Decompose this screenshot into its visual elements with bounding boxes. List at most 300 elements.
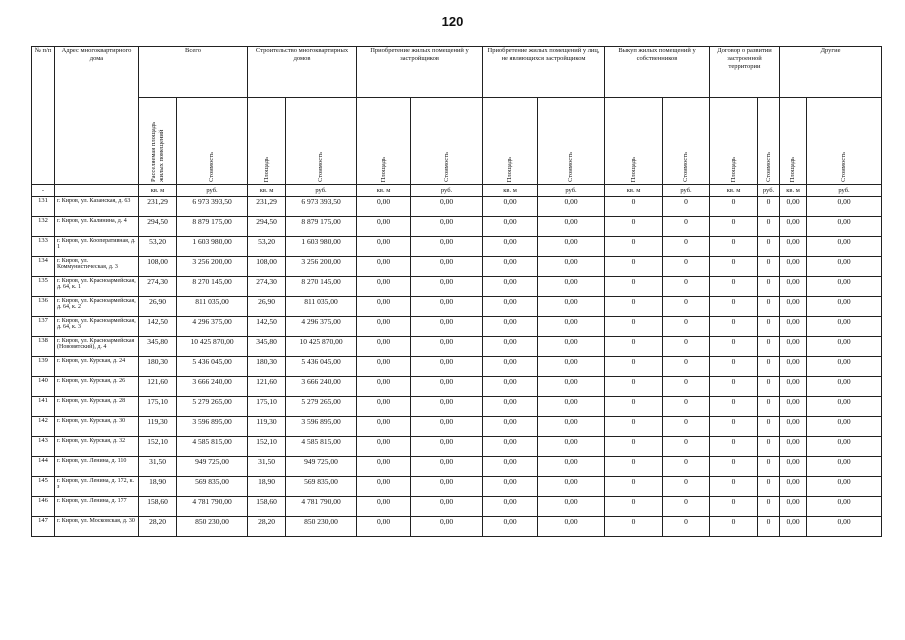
purchase-other-cost-cell: 0,00 xyxy=(538,217,605,237)
purchase-dev-area-cell: 0,00 xyxy=(357,417,411,437)
total-cost-cell: 4 781 790,00 xyxy=(177,497,248,517)
purchase-other-cost-cell: 0,00 xyxy=(538,497,605,517)
total-area-cell: 294,50 xyxy=(139,217,177,237)
agreement-area-cell: 0 xyxy=(710,317,758,337)
construction-cost-cell: 949 725,00 xyxy=(286,457,357,477)
table-row xyxy=(32,437,882,457)
construction-cost-cell: 8 270 145,00 xyxy=(286,277,357,297)
subheader-cost-label: Стоимость xyxy=(764,152,772,182)
purchase-other-cost-cell: 0,00 xyxy=(538,257,605,277)
table-row xyxy=(32,237,882,257)
other-area-cell: 0,00 xyxy=(780,397,807,417)
purchase-dev-area-cell: 0,00 xyxy=(357,297,411,317)
subheader-area xyxy=(605,98,663,185)
agreement-cost-cell: 0 xyxy=(758,237,780,257)
unit-rub: руб. xyxy=(177,185,248,197)
row-number: 135 xyxy=(32,277,55,297)
other-area-cell: 0,00 xyxy=(780,277,807,297)
purchase-dev-area-cell: 0,00 xyxy=(357,457,411,477)
row-number: 144 xyxy=(32,457,55,477)
buyout-cost-cell: 0 xyxy=(663,257,710,277)
buyout-area-cell: 0 xyxy=(605,337,663,357)
row-number: 133 xyxy=(32,237,55,257)
total-area-cell: 152,10 xyxy=(139,437,177,457)
other-area-cell: 0,00 xyxy=(780,357,807,377)
row-number: 146 xyxy=(32,497,55,517)
buyout-cost-cell: 0 xyxy=(663,417,710,437)
other-cost-cell: 0,00 xyxy=(807,517,882,537)
total-cost-cell: 8 879 175,00 xyxy=(177,217,248,237)
construction-cost-cell: 4 585 815,00 xyxy=(286,437,357,457)
other-cost-cell: 0,00 xyxy=(807,237,882,257)
table-row xyxy=(32,277,882,297)
buyout-area-cell: 0 xyxy=(605,297,663,317)
agreement-cost-cell: 0 xyxy=(758,517,780,537)
construction-area-cell: 231,29 xyxy=(248,197,286,217)
unit-rub: руб. xyxy=(411,185,483,197)
construction-area-cell: 108,00 xyxy=(248,257,286,277)
agreement-cost-cell: 0 xyxy=(758,337,780,357)
purchase-dev-area-cell: 0,00 xyxy=(357,317,411,337)
purchase-other-cost-cell: 0,00 xyxy=(538,297,605,317)
subheader-cost xyxy=(411,98,483,185)
other-area-cell: 0,00 xyxy=(780,297,807,317)
group-agreement-header: Договор о развитии застроенной территории xyxy=(710,47,780,98)
construction-area-cell: 152,10 xyxy=(248,437,286,457)
agreement-cost-cell: 0 xyxy=(758,317,780,337)
other-cost-cell: 0,00 xyxy=(807,497,882,517)
purchase-other-area-cell: 0,00 xyxy=(483,217,538,237)
purchase-other-cost-cell: 0,00 xyxy=(538,317,605,337)
buyout-area-cell: 0 xyxy=(605,497,663,517)
construction-cost-cell: 850 230,00 xyxy=(286,517,357,537)
unit-rub: руб. xyxy=(663,185,710,197)
purchase-other-cost-cell: 0,00 xyxy=(538,277,605,297)
purchase-other-area-cell: 0,00 xyxy=(483,477,538,497)
purchase-dev-area-cell: 0,00 xyxy=(357,337,411,357)
other-area-cell: 0,00 xyxy=(780,337,807,357)
purchase-dev-cost-cell: 0,00 xyxy=(411,457,483,477)
buyout-area-cell: 0 xyxy=(605,237,663,257)
total-cost-cell: 8 270 145,00 xyxy=(177,277,248,297)
subheader-area-resettled xyxy=(139,98,177,185)
construction-area-cell: 180,30 xyxy=(248,357,286,377)
other-area-cell: 0,00 xyxy=(780,517,807,537)
address-cell: г. Киров, ул. Красноармейская, д. 64, к. 3 xyxy=(55,317,139,337)
total-area-cell: 18,90 xyxy=(139,477,177,497)
purchase-dev-area-cell: 0,00 xyxy=(357,437,411,457)
construction-area-cell: 175,10 xyxy=(248,397,286,417)
purchase-other-area-cell: 0,00 xyxy=(483,257,538,277)
buyout-area-cell: 0 xyxy=(605,257,663,277)
group-construction-header: Строительство многоквартирных домов xyxy=(248,47,357,98)
address-cell: г. Киров, ул. Курская, д. 28 xyxy=(55,397,139,417)
agreement-area-cell: 0 xyxy=(710,257,758,277)
total-area-cell: 180,30 xyxy=(139,357,177,377)
purchase-other-area-cell: 0,00 xyxy=(483,457,538,477)
buyout-cost-cell: 0 xyxy=(663,517,710,537)
purchase-dev-area-cell: 0,00 xyxy=(357,377,411,397)
construction-cost-cell: 569 835,00 xyxy=(286,477,357,497)
table-row xyxy=(32,357,882,377)
address-cell: г. Киров, ул. Коммунистическая, д. 3 xyxy=(55,257,139,277)
group-other-header: Другие xyxy=(780,47,882,98)
address-cell: г. Киров, ул. Ленина, д. 110 xyxy=(55,457,139,477)
purchase-other-cost-cell: 0,00 xyxy=(538,397,605,417)
purchase-other-area-cell: 0,00 xyxy=(483,397,538,417)
purchase-other-area-cell: 0,00 xyxy=(483,237,538,257)
other-cost-cell: 0,00 xyxy=(807,437,882,457)
subheader-cost xyxy=(177,98,248,185)
total-cost-cell: 6 973 393,50 xyxy=(177,197,248,217)
purchase-dev-cost-cell: 0,00 xyxy=(411,517,483,537)
buyout-area-cell: 0 xyxy=(605,457,663,477)
purchase-dev-cost-cell: 0,00 xyxy=(411,257,483,277)
purchase-dev-cost-cell: 0,00 xyxy=(411,417,483,437)
agreement-cost-cell: 0 xyxy=(758,217,780,237)
other-area-cell: 0,00 xyxy=(780,477,807,497)
total-cost-cell: 850 230,00 xyxy=(177,517,248,537)
address-cell: г. Киров, ул. Калинина, д. 4 xyxy=(55,217,139,237)
subheader-area xyxy=(780,98,807,185)
agreement-cost-cell: 0 xyxy=(758,477,780,497)
unit-rub: руб. xyxy=(807,185,882,197)
purchase-other-cost-cell: 0,00 xyxy=(538,417,605,437)
buyout-area-cell: 0 xyxy=(605,477,663,497)
address-cell: г. Киров, ул. Красноармейская (Нововятский), д. 4 xyxy=(55,337,139,357)
buyout-area-cell: 0 xyxy=(605,217,663,237)
total-area-cell: 108,00 xyxy=(139,257,177,277)
row-number: 141 xyxy=(32,397,55,417)
construction-area-cell: 18,90 xyxy=(248,477,286,497)
construction-cost-cell: 6 973 393,50 xyxy=(286,197,357,217)
agreement-cost-cell: 0 xyxy=(758,257,780,277)
unit-sq: кв. м xyxy=(780,185,807,197)
row-number: 138 xyxy=(32,337,55,357)
other-area-cell: 0,00 xyxy=(780,317,807,337)
address-cell: г. Киров, ул. Курская, д. 24 xyxy=(55,357,139,377)
col-num-header: № п/п xyxy=(32,47,55,185)
address-cell: г. Киров, ул. Курская, д. 30 xyxy=(55,417,139,437)
address-cell: г. Киров, ул. Курская, д. 32 xyxy=(55,437,139,457)
construction-cost-cell: 5 279 265,00 xyxy=(286,397,357,417)
total-cost-cell: 3 596 895,00 xyxy=(177,417,248,437)
total-area-cell: 345,80 xyxy=(139,337,177,357)
other-area-cell: 0,00 xyxy=(780,377,807,397)
purchase-dev-cost-cell: 0,00 xyxy=(411,237,483,257)
buyout-area-cell: 0 xyxy=(605,277,663,297)
table-row xyxy=(32,317,882,337)
construction-cost-cell: 3 596 895,00 xyxy=(286,417,357,437)
subheader-cost xyxy=(538,98,605,185)
purchase-other-cost-cell: 0,00 xyxy=(538,517,605,537)
purchase-other-cost-cell: 0,00 xyxy=(538,357,605,377)
unit-sq: кв. м xyxy=(483,185,538,197)
agreement-area-cell: 0 xyxy=(710,397,758,417)
subheader-cost-label: Стоимость xyxy=(317,152,325,182)
total-area-cell: 175,10 xyxy=(139,397,177,417)
subheader-area xyxy=(710,98,758,185)
table-row xyxy=(32,497,882,517)
construction-area-cell: 142,50 xyxy=(248,317,286,337)
purchase-other-area-cell: 0,00 xyxy=(483,377,538,397)
buyout-area-cell: 0 xyxy=(605,417,663,437)
buyout-cost-cell: 0 xyxy=(663,377,710,397)
buyout-cost-cell: 0 xyxy=(663,337,710,357)
address-cell: г. Киров, ул. Красноармейская, д. 64, к. 1 xyxy=(55,277,139,297)
total-area-cell: 119,30 xyxy=(139,417,177,437)
agreement-cost-cell: 0 xyxy=(758,377,780,397)
subheader-area-label: Площадь xyxy=(262,156,270,182)
total-cost-cell: 4 296 375,00 xyxy=(177,317,248,337)
subheader-cost xyxy=(758,98,780,185)
purchase-other-area-cell: 0,00 xyxy=(483,317,538,337)
purchase-dev-cost-cell: 0,00 xyxy=(411,437,483,457)
buyout-cost-cell: 0 xyxy=(663,457,710,477)
purchase-dev-area-cell: 0,00 xyxy=(357,197,411,217)
purchase-dev-cost-cell: 0,00 xyxy=(411,477,483,497)
purchase-dev-area-cell: 0,00 xyxy=(357,477,411,497)
header-row-groups xyxy=(32,47,882,98)
subheader-area-label: Площадь xyxy=(506,156,514,182)
col-address-header: Адрес многоквартирного дома xyxy=(55,47,139,185)
purchase-other-area-cell: 0,00 xyxy=(483,497,538,517)
purchase-other-area-cell: 0,00 xyxy=(483,337,538,357)
purchase-other-area-cell: 0,00 xyxy=(483,517,538,537)
purchase-dev-area-cell: 0,00 xyxy=(357,237,411,257)
purchase-other-area-cell: 0,00 xyxy=(483,297,538,317)
total-cost-cell: 3 256 200,00 xyxy=(177,257,248,277)
purchase-dev-cost-cell: 0,00 xyxy=(411,217,483,237)
subheader-area xyxy=(483,98,538,185)
other-cost-cell: 0,00 xyxy=(807,257,882,277)
row-number: 136 xyxy=(32,297,55,317)
buyout-area-cell: 0 xyxy=(605,437,663,457)
total-cost-cell: 811 035,00 xyxy=(177,297,248,317)
total-area-cell: 31,50 xyxy=(139,457,177,477)
group-total-header: Всего xyxy=(139,47,248,98)
buyout-cost-cell: 0 xyxy=(663,237,710,257)
construction-cost-cell: 4 296 375,00 xyxy=(286,317,357,337)
subheader-area-label: Площадь xyxy=(789,156,797,182)
other-cost-cell: 0,00 xyxy=(807,477,882,497)
buyout-area-cell: 0 xyxy=(605,517,663,537)
other-cost-cell: 0,00 xyxy=(807,217,882,237)
buyout-cost-cell: 0 xyxy=(663,277,710,297)
purchase-dev-cost-cell: 0,00 xyxy=(411,337,483,357)
agreement-area-cell: 0 xyxy=(710,497,758,517)
row-number: 137 xyxy=(32,317,55,337)
other-area-cell: 0,00 xyxy=(780,457,807,477)
construction-area-cell: 31,50 xyxy=(248,457,286,477)
agreement-cost-cell: 0 xyxy=(758,417,780,437)
construction-area-cell: 121,60 xyxy=(248,377,286,397)
buyout-area-cell: 0 xyxy=(605,397,663,417)
subheader-cost xyxy=(807,98,882,185)
other-cost-cell: 0,00 xyxy=(807,457,882,477)
buyout-cost-cell: 0 xyxy=(663,357,710,377)
agreement-area-cell: 0 xyxy=(710,377,758,397)
construction-cost-cell: 811 035,00 xyxy=(286,297,357,317)
unit-rub: руб. xyxy=(758,185,780,197)
subheader-area-label: Площадь xyxy=(629,156,637,182)
subheader-cost-label: Стоимость xyxy=(208,152,215,182)
purchase-dev-area-cell: 0,00 xyxy=(357,277,411,297)
total-cost-cell: 5 436 045,00 xyxy=(177,357,248,377)
unit-cell-blank xyxy=(55,185,139,197)
construction-area-cell: 53,20 xyxy=(248,237,286,257)
row-number: 134 xyxy=(32,257,55,277)
other-area-cell: 0,00 xyxy=(780,417,807,437)
header-row-subcolumns xyxy=(32,98,882,185)
other-cost-cell: 0,00 xyxy=(807,197,882,217)
agreement-area-cell: 0 xyxy=(710,337,758,357)
table-row xyxy=(32,477,882,497)
agreement-area-cell: 0 xyxy=(710,357,758,377)
row-number: 145 xyxy=(32,477,55,497)
table-row xyxy=(32,517,882,537)
agreement-cost-cell: 0 xyxy=(758,497,780,517)
page-number: 120 xyxy=(441,14,464,29)
row-number: 147 xyxy=(32,517,55,537)
purchase-dev-area-cell: 0,00 xyxy=(357,217,411,237)
other-cost-cell: 0,00 xyxy=(807,357,882,377)
total-cost-cell: 3 666 240,00 xyxy=(177,377,248,397)
agreement-cost-cell: 0 xyxy=(758,457,780,477)
purchase-dev-area-cell: 0,00 xyxy=(357,397,411,417)
table-row xyxy=(32,197,882,217)
purchase-other-area-cell: 0,00 xyxy=(483,277,538,297)
subheader-cost-label: Стоимость xyxy=(567,152,575,182)
total-area-cell: 158,60 xyxy=(139,497,177,517)
other-area-cell: 0,00 xyxy=(780,497,807,517)
table-row xyxy=(32,217,882,237)
other-cost-cell: 0,00 xyxy=(807,377,882,397)
total-area-cell: 142,50 xyxy=(139,317,177,337)
unit-sq: кв. м xyxy=(710,185,758,197)
purchase-dev-area-cell: 0,00 xyxy=(357,257,411,277)
address-cell: г. Киров, ул. Казанская, д. 63 xyxy=(55,197,139,217)
other-area-cell: 0,00 xyxy=(780,217,807,237)
subheader-cost-label: Стоимость xyxy=(442,152,450,182)
construction-cost-cell: 5 436 045,00 xyxy=(286,357,357,377)
agreement-area-cell: 0 xyxy=(710,197,758,217)
construction-area-cell: 26,90 xyxy=(248,297,286,317)
unit-rub: руб. xyxy=(538,185,605,197)
unit-sq: кв. м xyxy=(605,185,663,197)
construction-area-cell: 294,50 xyxy=(248,217,286,237)
unit-sq: кв. м xyxy=(139,185,177,197)
address-cell: г. Киров, ул. Курская, д. 26 xyxy=(55,377,139,397)
subheader-area-label: Площадь xyxy=(379,156,387,182)
subheader-cost xyxy=(286,98,357,185)
other-area-cell: 0,00 xyxy=(780,257,807,277)
construction-area-cell: 119,30 xyxy=(248,417,286,437)
total-cost-cell: 4 585 815,00 xyxy=(177,437,248,457)
construction-cost-cell: 8 879 175,00 xyxy=(286,217,357,237)
table-row xyxy=(32,337,882,357)
purchase-other-cost-cell: 0,00 xyxy=(538,237,605,257)
table-row xyxy=(32,257,882,277)
total-cost-cell: 10 425 870,00 xyxy=(177,337,248,357)
construction-cost-cell: 3 666 240,00 xyxy=(286,377,357,397)
purchase-other-area-cell: 0,00 xyxy=(483,357,538,377)
table-row xyxy=(32,417,882,437)
construction-area-cell: 274,30 xyxy=(248,277,286,297)
row-number: 132 xyxy=(32,217,55,237)
address-cell: г. Киров, ул. Московская, д. 30 xyxy=(55,517,139,537)
other-area-cell: 0,00 xyxy=(780,437,807,457)
purchase-dev-area-cell: 0,00 xyxy=(357,517,411,537)
purchase-dev-cost-cell: 0,00 xyxy=(411,297,483,317)
subheader-area xyxy=(357,98,411,185)
purchase-dev-area-cell: 0,00 xyxy=(357,497,411,517)
purchase-other-cost-cell: 0,00 xyxy=(538,477,605,497)
row-number: 143 xyxy=(32,437,55,457)
unit-rub: руб. xyxy=(286,185,357,197)
agreement-area-cell: 0 xyxy=(710,437,758,457)
total-cost-cell: 949 725,00 xyxy=(177,457,248,477)
agreement-area-cell: 0 xyxy=(710,237,758,257)
purchase-other-area-cell: 0,00 xyxy=(483,197,538,217)
total-area-cell: 26,90 xyxy=(139,297,177,317)
purchase-dev-area-cell: 0,00 xyxy=(357,357,411,377)
agreement-area-cell: 0 xyxy=(710,297,758,317)
buyout-area-cell: 0 xyxy=(605,357,663,377)
construction-cost-cell: 4 781 790,00 xyxy=(286,497,357,517)
total-area-cell: 231,29 xyxy=(139,197,177,217)
purchase-dev-cost-cell: 0,00 xyxy=(411,497,483,517)
row-number: 139 xyxy=(32,357,55,377)
construction-cost-cell: 3 256 200,00 xyxy=(286,257,357,277)
total-area-cell: 274,30 xyxy=(139,277,177,297)
purchase-other-cost-cell: 0,00 xyxy=(538,437,605,457)
other-cost-cell: 0,00 xyxy=(807,297,882,317)
purchase-other-area-cell: 0,00 xyxy=(483,437,538,457)
agreement-cost-cell: 0 xyxy=(758,297,780,317)
agreement-area-cell: 0 xyxy=(710,277,758,297)
table-row xyxy=(32,297,882,317)
other-cost-cell: 0,00 xyxy=(807,277,882,297)
table-row xyxy=(32,377,882,397)
agreement-cost-cell: 0 xyxy=(758,397,780,417)
total-cost-cell: 1 603 980,00 xyxy=(177,237,248,257)
purchase-dev-cost-cell: 0,00 xyxy=(411,277,483,297)
subheader-area xyxy=(248,98,286,185)
other-area-cell: 0,00 xyxy=(780,197,807,217)
address-cell: г. Киров, ул. Красноармейская, д. 64, к. 2 xyxy=(55,297,139,317)
buyout-area-cell: 0 xyxy=(605,317,663,337)
purchase-dev-cost-cell: 0,00 xyxy=(411,377,483,397)
purchase-other-cost-cell: 0,00 xyxy=(538,197,605,217)
total-area-cell: 121,60 xyxy=(139,377,177,397)
agreement-cost-cell: 0 xyxy=(758,357,780,377)
other-cost-cell: 0,00 xyxy=(807,397,882,417)
table-body xyxy=(32,197,882,537)
row-number: 131 xyxy=(32,197,55,217)
other-cost-cell: 0,00 xyxy=(807,317,882,337)
total-area-cell: 28,20 xyxy=(139,517,177,537)
buyout-cost-cell: 0 xyxy=(663,497,710,517)
purchase-dev-cost-cell: 0,00 xyxy=(411,397,483,417)
buyout-cost-cell: 0 xyxy=(663,397,710,417)
other-cost-cell: 0,00 xyxy=(807,417,882,437)
subheader-area-label: Площадь xyxy=(729,156,737,182)
agreement-area-cell: 0 xyxy=(710,217,758,237)
agreement-area-cell: 0 xyxy=(710,517,758,537)
unit-sq: кв. м xyxy=(357,185,411,197)
construction-cost-cell: 10 425 870,00 xyxy=(286,337,357,357)
